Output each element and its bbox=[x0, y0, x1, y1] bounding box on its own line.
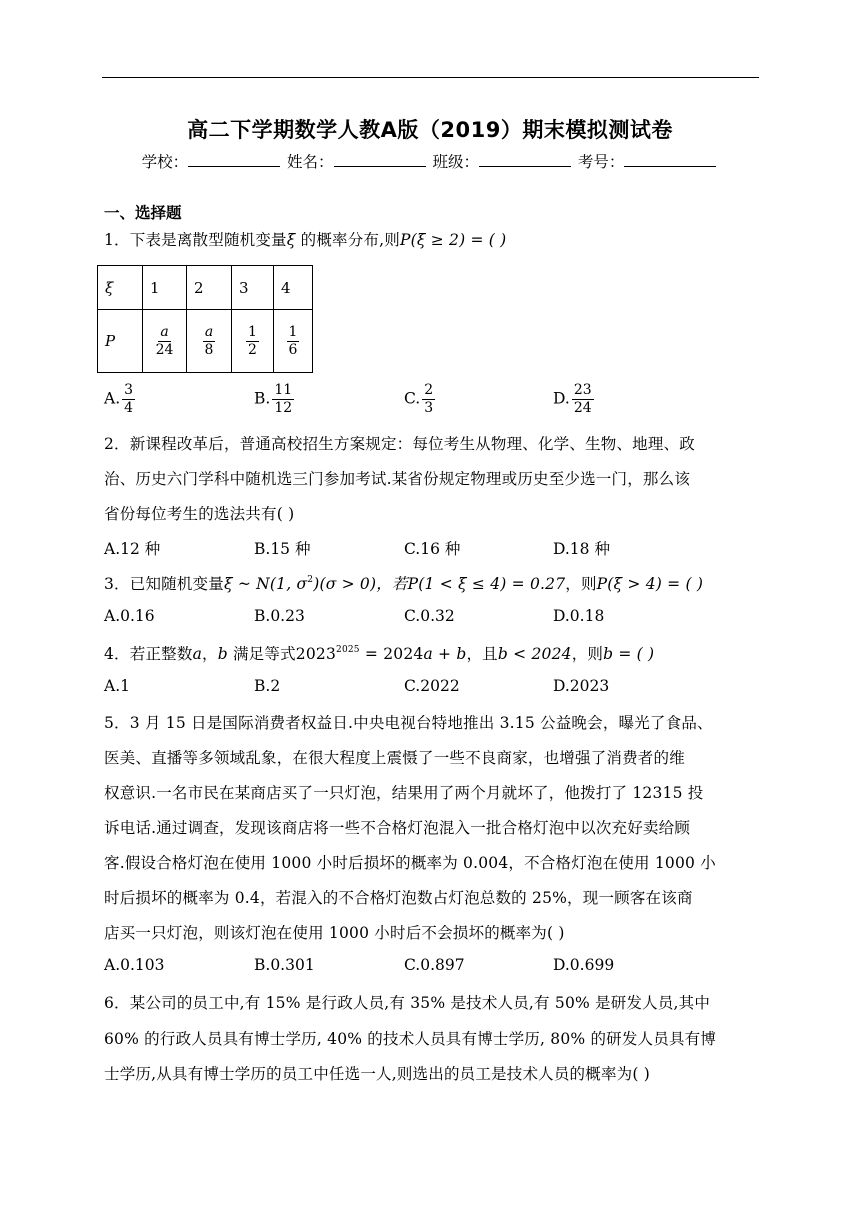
question-3-stem: 3．已知随机变量ξ ~ N(1, $\sigma^2)(\sigma > 0)$，若P(1 < ξ ≤ 4) = 0.27，则P(ξ > 4) = ( ) bbox=[104, 575, 704, 593]
table-cell: ξ bbox=[98, 266, 143, 310]
probability-table bbox=[97, 265, 313, 373]
q4-option-d[interactable]: D.2023 bbox=[553, 677, 610, 695]
q3-option-b[interactable]: B.0.23 bbox=[254, 607, 305, 625]
table-cell: P bbox=[98, 310, 143, 373]
name-label: 姓名： bbox=[287, 153, 334, 171]
number-blank[interactable] bbox=[624, 152, 716, 167]
page-title: 高二下学期数学人教A版（2019）期末模拟测试卷 bbox=[187, 118, 673, 142]
class-label: 班级： bbox=[432, 153, 479, 171]
q4-option-a[interactable]: A.1 bbox=[104, 677, 130, 695]
q5-option-c[interactable]: C.0.897 bbox=[404, 956, 465, 974]
name-blank[interactable] bbox=[334, 152, 426, 167]
q4-option-c[interactable]: C.2022 bbox=[404, 677, 460, 695]
student-info-line bbox=[0, 150, 860, 172]
question-2-line: 治、历史六门学科中随机选三门参加考试.某省份规定物理或历史至少选一门，那么该 bbox=[104, 470, 691, 488]
q2-option-d[interactable]: D.18 种 bbox=[553, 540, 610, 558]
q3-option-d[interactable]: D.0.18 bbox=[553, 607, 605, 625]
q5-option-b[interactable]: B.0.301 bbox=[254, 956, 315, 974]
q2-option-a[interactable]: A.12 种 bbox=[104, 540, 161, 558]
question-6-line: 6．某公司的员工中,有 15% 是行政人员,有 35% 是技术人员,有 50% 是研发人员,其中 bbox=[104, 994, 711, 1012]
school-blank[interactable] bbox=[188, 152, 280, 167]
q3-option-c[interactable]: C.0.32 bbox=[404, 607, 455, 625]
table-row bbox=[98, 266, 313, 310]
table-cell: $\frac{1}{2}$ bbox=[232, 310, 274, 373]
table-cell: $\frac{a}{24}$ bbox=[143, 310, 187, 373]
question-5-line: 客.假设合格灯泡在使用 1000 小时后损坏的概率为 0.004，不合格灯泡在使用 1000 小 bbox=[104, 854, 716, 872]
q3-option-a[interactable]: A.0.16 bbox=[104, 607, 155, 625]
q1-option-c[interactable]: C. $\frac{2}{3}$ bbox=[404, 382, 434, 416]
class-blank[interactable] bbox=[479, 152, 571, 167]
question-5-line: 5．3 月 15 日是国际消费者权益日.中央电视台特地推出 3.15 公益晚会，曝光了食品、 bbox=[104, 714, 713, 732]
table-cell: $\frac{1}{6}$ bbox=[274, 310, 313, 373]
q1-option-d[interactable]: D. $\frac{23}{24}$ bbox=[553, 382, 592, 416]
table-cell: 4 bbox=[274, 266, 313, 310]
question-5-line: 店买一只灯泡，则该灯泡在使用 1000 小时后不会损坏的概率为( ) bbox=[104, 924, 565, 942]
question-1-stem: 1．下表是离散型随机变量ξ 的概率分布,则P(ξ ≥ 2) = ( ) bbox=[104, 231, 507, 249]
question-5-line: 时后损坏的概率为 0.4，若混入的不合格灯泡数占灯泡总数的 25%，现一顾客在该商 bbox=[104, 889, 693, 907]
header-rule bbox=[102, 77, 759, 78]
table-cell: $\frac{a}{8}$ bbox=[187, 310, 232, 373]
q5-option-a[interactable]: A.0.103 bbox=[104, 956, 165, 974]
q1-option-a[interactable]: A. $\frac{3}{4}$ bbox=[104, 382, 134, 416]
table-cell: 1 bbox=[143, 266, 187, 310]
question-6-line: 60% 的行政人员具有博士学历, 40% 的技术人员具有博士学历, 80% 的研发人员具有博 bbox=[104, 1030, 717, 1048]
q5-option-d[interactable]: D.0.699 bbox=[553, 956, 615, 974]
q4-option-b[interactable]: B.2 bbox=[254, 677, 281, 695]
table-row bbox=[98, 310, 313, 373]
table-cell: 2 bbox=[187, 266, 232, 310]
table-cell: 3 bbox=[232, 266, 274, 310]
question-5-line: 权意识.一名市民在某商店买了一只灯泡，结果用了两个月就坏了，他拨打了 12315 投 bbox=[104, 784, 704, 802]
q1-option-b[interactable]: B. $\frac{11}{12}$ bbox=[254, 382, 293, 416]
q2-option-b[interactable]: B.15 种 bbox=[254, 540, 311, 558]
question-6-line: 士学历,从具有博士学历的员工中任选一人,则选出的员工是技术人员的概率为( ) bbox=[104, 1065, 650, 1083]
question-5-line: 诉电话.通过调查，发现该商店将一些不合格灯泡混入一批合格灯泡中以次充好卖给顾 bbox=[104, 819, 691, 837]
question-5-line: 医美、直播等多领域乱象，在很大程度上震慑了一些不良商家，也增强了消费者的维 bbox=[104, 749, 685, 767]
question-2-line: 2．新课程改革后，普通高校招生方案规定：每位考生从物理、化学、生物、地理、政 bbox=[104, 435, 695, 453]
question-2-line: 省份每位考生的选法共有( ) bbox=[104, 505, 295, 523]
q2-option-c[interactable]: C.16 种 bbox=[404, 540, 461, 558]
school-label: 学校： bbox=[141, 153, 189, 171]
number-label: 考号： bbox=[577, 153, 625, 171]
section-heading: 一、选择题 bbox=[104, 204, 182, 222]
question-4-stem: 4．若正整数a，b 满足等式$2023^{2025} = 2024a + b$，且b < 2024，则b = ( ) bbox=[104, 645, 655, 663]
